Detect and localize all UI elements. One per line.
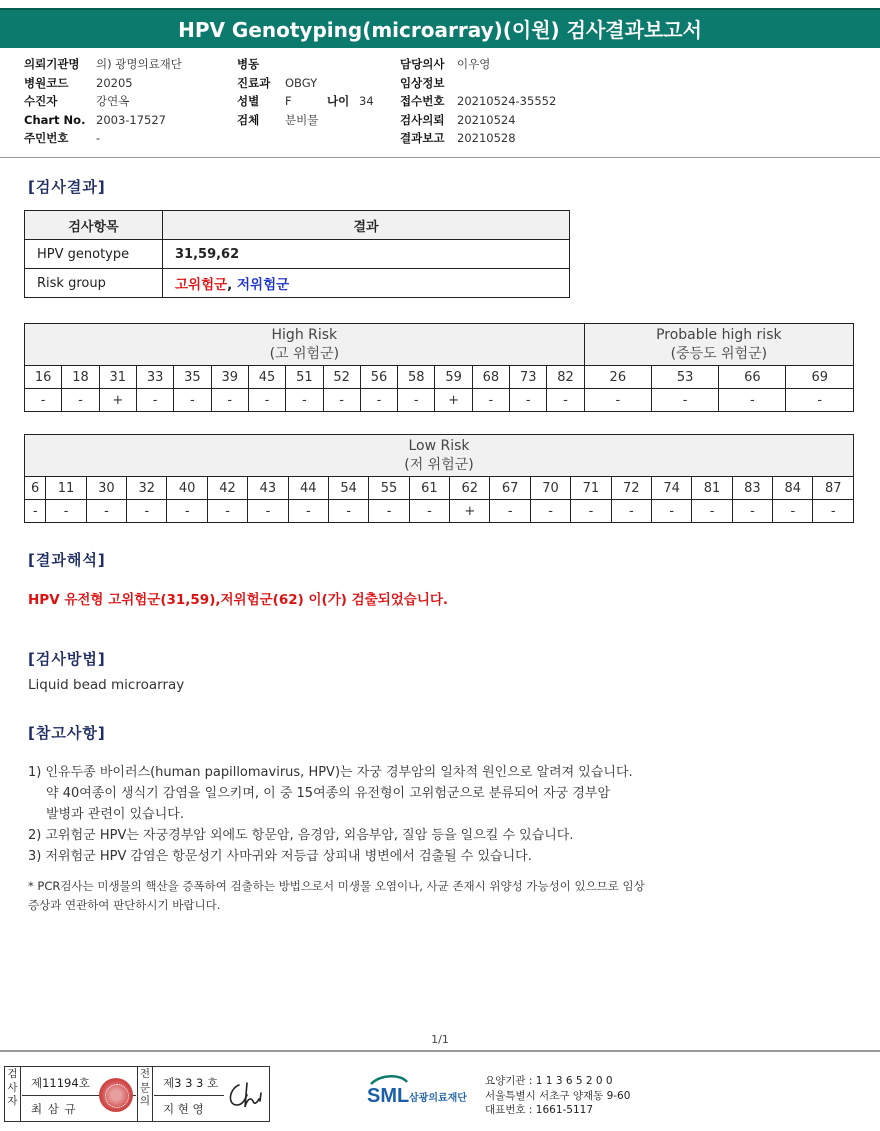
high-risk-panel-table [24,323,854,412]
header-label: 성별 [237,94,260,108]
seal-stamp-icon [99,1078,133,1112]
header-label: 검체 [237,112,260,127]
genotype-cell: 39 [211,366,248,389]
org-phone: 대표번호 : 1661-5117 [485,1104,594,1116]
result-cell: - [360,389,397,412]
risk-separator: , [227,277,238,293]
result-cell: + [435,389,472,412]
reference-line: 2) 고위험군 HPV는 자궁경부암 외에도 항문암, 음경암, 외음부암, 질암 등을 일으킬 수 있습니다. [28,828,574,843]
column-header-item: 검사항목 [25,211,163,240]
genotype-cell: 18 [62,366,99,389]
sml-logo-text: SML [367,1085,410,1107]
genotype-cell: 69 [786,366,854,389]
result-cell: - [510,389,547,412]
low-risk-title: Low Risk [408,437,470,454]
genotype-value: 31,59,62 [163,240,570,269]
header-value: 20210524 [457,112,516,127]
header-value: 20210524-35552 [457,94,557,108]
examiner-label: 검사자 [5,1067,21,1121]
result-cell: - [248,500,288,523]
header-value: 이우영 [457,57,491,71]
result-cell: - [62,389,99,412]
section-heading-method: [검사방법] [28,650,106,668]
result-cell: - [211,389,248,412]
header-label: 의뢰기관명 [24,57,80,71]
genotype-cell: 40 [167,477,207,500]
reference-notes [28,762,633,867]
high-risk-result-row [25,389,854,412]
header-label: Chart No. [24,112,86,127]
result-cell: - [409,500,449,523]
header-value: - [96,131,101,145]
result-cell: - [571,500,611,523]
header-label: 수진자 [24,94,58,108]
result-cell: - [25,500,46,523]
probable-high-risk-header [584,324,853,366]
risk-group-label: Risk group [25,269,163,298]
reference-line: 3) 저위험군 HPV 감염은 항문성기 사마귀와 저등급 상피내 병변에서 검출될 수 있습니다. [28,849,532,864]
header-label: 접수번호 [400,94,445,108]
result-cell: - [692,500,732,523]
high-risk-type-row [25,366,854,389]
result-cell: - [719,389,786,412]
result-cell: - [584,389,651,412]
sml-logo-icon [367,1072,485,1112]
probable-high-risk-subtitle: (중등도 위험군) [670,345,768,362]
reference-line: 약 40여종이 생식기 감염을 일으키며, 이 중 15여종의 유전형이 고위험군으로 분류되어 자궁 경부암 [46,786,611,801]
result-cell: - [286,389,323,412]
low-risk-result-row [25,500,854,523]
header-value: 20205 [96,75,133,90]
result-table [24,210,570,298]
header-col-3 [400,55,556,148]
footnote-line: * PCR검사는 미생물의 핵산을 증폭하여 검출하는 방법으로서 미생물 오염이나, 사균 존재시 위양성 가능성이 있으므로 임상 [28,879,645,893]
header-label: 담당의사 [400,57,445,71]
page-number: 1/1 [431,1033,449,1046]
header-value: 2003-17527 [96,112,166,127]
genotype-cell: 51 [286,366,323,389]
genotype-cell: 83 [732,477,772,500]
genotype-cell: 44 [288,477,328,500]
header-value: OBGY [285,75,318,90]
result-cell: - [611,500,651,523]
result-cell: - [167,500,207,523]
genotype-cell: 59 [435,366,472,389]
section-heading-interpretation: [결과해석] [28,551,106,569]
specialist-label: 전문의 [137,1067,153,1121]
low-risk-header [25,435,854,477]
header-value: 분비물 [285,112,319,127]
result-cell: - [398,389,435,412]
header-label: 임상정보 [400,75,445,90]
organization-info [485,1074,630,1118]
probable-high-risk-title: Probable high risk [656,326,782,343]
genotype-label: HPV genotype [25,240,163,269]
specialist-license-no: 제3 3 3 호 [163,1076,219,1090]
genotype-cell: 73 [510,366,547,389]
result-cell: - [369,500,409,523]
genotype-cell: 16 [25,366,62,389]
genotype-cell: 61 [409,477,449,500]
risk-high-text: 고위험군 [175,277,228,293]
header-label: 결과보고 [400,131,445,145]
genotype-cell: 58 [398,366,435,389]
genotype-cell: 53 [651,366,718,389]
genotype-cell: 31 [99,366,136,389]
footer-divider [0,1050,880,1052]
genotype-cell: 70 [530,477,570,500]
result-cell: - [490,500,530,523]
genotype-cell: 56 [360,366,397,389]
genotype-cell: 52 [323,366,360,389]
result-cell: - [288,500,328,523]
result-cell: - [207,500,247,523]
high-risk-header [25,324,585,366]
result-cell: - [174,389,211,412]
genotype-cell: 35 [174,366,211,389]
result-cell: - [127,500,167,523]
genotype-cell: 66 [719,366,786,389]
footnote-line: 증상과 연관하여 판단하시기 바랍니다. [28,898,221,912]
result-cell: - [328,500,368,523]
footnote [28,877,645,915]
header-col-2 [237,55,374,129]
header-label: 병동 [237,57,260,71]
result-cell: - [46,500,86,523]
interpretation-text: HPV 유전형 고위험군(31,59),저위험군(62) 이(가) 검출되었습니다. [28,592,449,608]
result-cell: - [786,389,854,412]
genotype-cell: 6 [25,477,46,500]
result-cell: - [86,500,126,523]
genotype-cell: 84 [773,477,813,500]
header-value: 20210528 [457,131,516,145]
risk-group-value [163,269,570,298]
org-address: 서울특별시 서초구 양재동 9-60 [485,1089,631,1102]
result-cell: - [248,389,285,412]
result-cell: - [530,500,570,523]
method-text: Liquid bead microarray [28,677,185,693]
age-label: 나이 [327,94,350,108]
reference-line: 발병과 관련이 있습니다. [46,807,184,822]
result-cell: - [136,389,173,412]
section-heading-reference: [참고사항] [28,724,106,742]
column-header-result: 결과 [163,211,570,240]
genotype-cell: 30 [86,477,126,500]
genotype-cell: 71 [571,477,611,500]
genotype-cell: 54 [328,477,368,500]
header-value: F [285,94,292,108]
header-col-1 [24,55,182,148]
header-label: 주민번호 [24,131,69,145]
genotype-cell: 72 [611,477,651,500]
examiner-name: 최 삼 규 [31,1102,77,1116]
report-title: HPV Genotyping(microarray)(이원) 검사결과보고서 [178,18,702,42]
low-risk-type-row [25,477,854,500]
genotype-cell: 11 [46,477,86,500]
genotype-cell: 32 [127,477,167,500]
genotype-cell: 87 [813,477,854,500]
org-name: 삼광의료재단 [409,1093,467,1104]
header-label: 진료과 [237,75,271,90]
reference-line: 1) 인유두종 바이러스(human papillomavirus, HPV)는 자궁 경부암의 일차적 원인으로 알려져 있습니다. [28,765,633,780]
header-label: 검사의뢰 [400,112,445,127]
result-cell: - [773,500,813,523]
section-heading-result: [검사결과] [28,178,106,196]
genotype-cell: 67 [490,477,530,500]
genotype-cell: 81 [692,477,732,500]
result-cell: + [99,389,136,412]
header-value: 강연옥 [96,94,130,108]
specialist-name: 지 현 영 [163,1102,204,1116]
result-cell: + [450,500,490,523]
low-risk-panel-table [24,434,854,523]
genotype-cell: 55 [369,477,409,500]
risk-low-text: 저위험군 [237,277,290,293]
genotype-cell: 68 [472,366,509,389]
result-cell: - [651,389,718,412]
result-cell: - [651,500,691,523]
result-cell: - [472,389,509,412]
genotype-cell: 82 [547,366,584,389]
header-label: 병원코드 [24,75,69,90]
result-cell: - [25,389,62,412]
genotype-cell: 74 [651,477,691,500]
genotype-cell: 43 [248,477,288,500]
genotype-cell: 42 [207,477,247,500]
institution-code: 요양기관 : 1 1 3 6 5 2 0 0 [485,1075,613,1087]
handwritten-signature-icon [225,1079,267,1113]
result-cell: - [732,500,772,523]
age-value: 34 [359,94,374,108]
result-cell: - [547,389,584,412]
result-cell: - [323,389,360,412]
header-divider [0,157,880,158]
report-title-bar [0,8,880,48]
genotype-cell: 26 [584,366,651,389]
high-risk-title: High Risk [271,326,338,343]
sml-logo [367,1072,485,1116]
low-risk-subtitle: (저 위험군) [404,456,474,473]
genotype-cell: 45 [248,366,285,389]
signature-divider [154,1095,224,1096]
high-risk-subtitle: (고 위험군) [269,345,340,362]
header-value: 의) 광명의료재단 [96,57,182,71]
genotype-cell: 33 [136,366,173,389]
genotype-cell: 62 [450,477,490,500]
result-cell: - [813,500,854,523]
examiner-license-no: 제11194호 [31,1076,90,1090]
signature-box [4,1066,270,1122]
